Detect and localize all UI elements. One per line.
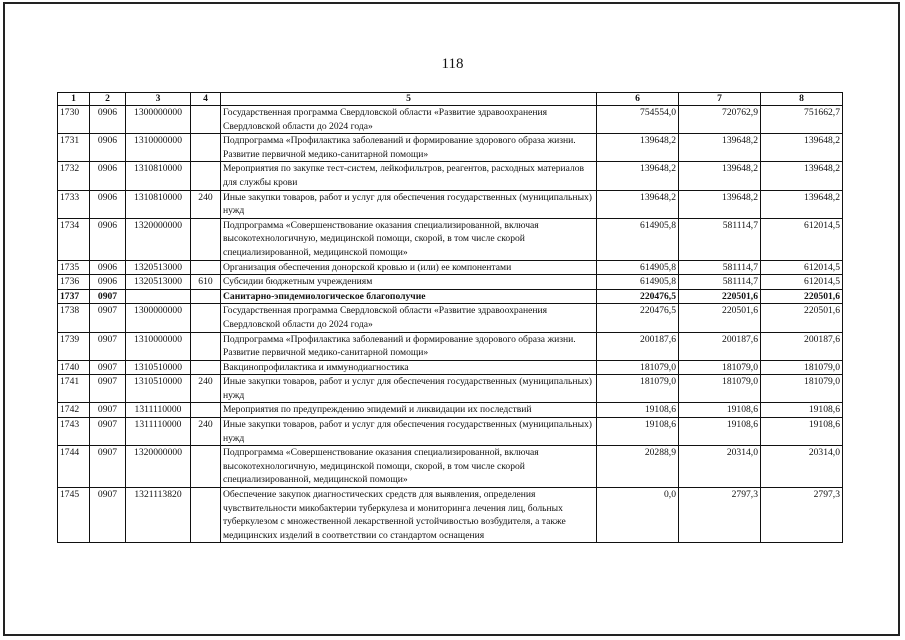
target-code-cell: 1310510000 — [126, 375, 191, 403]
amount-year2-cell: 181079,0 — [679, 360, 761, 375]
section-code-cell: 0907 — [90, 289, 126, 304]
item-name-cell: Мероприятия по предупреждению эпидемий и ликвидации их последствий — [221, 403, 597, 418]
expense-type-cell — [191, 162, 221, 190]
amount-year3-cell: 139648,2 — [761, 162, 843, 190]
amount-year3-cell: 220501,6 — [761, 289, 843, 304]
amount-year3-cell: 20314,0 — [761, 446, 843, 488]
section-code-cell: 0907 — [90, 488, 126, 543]
header-cell: 8 — [761, 93, 843, 106]
expense-type-cell — [191, 403, 221, 418]
amount-year2-cell: 19108,6 — [679, 418, 761, 446]
amount-year1-cell: 19108,6 — [597, 418, 679, 446]
row-number-cell: 1733 — [58, 190, 90, 218]
item-name-cell: Вакцинопрофилактика и иммунодиагностика — [221, 360, 597, 375]
section-code-cell: 0906 — [90, 162, 126, 190]
section-code-cell: 0906 — [90, 106, 126, 134]
amount-year1-cell: 139648,2 — [597, 190, 679, 218]
amount-year3-cell: 612014,5 — [761, 260, 843, 275]
amount-year1-cell: 181079,0 — [597, 360, 679, 375]
row-number-cell: 1737 — [58, 289, 90, 304]
expense-type-cell — [191, 488, 221, 543]
target-code-cell: 1320000000 — [126, 446, 191, 488]
page-number: 118 — [441, 56, 464, 72]
item-name-cell: Подпрограмма «Совершенствование оказания специализированной, включая высокотехнологичную, медицинской помощи, скорой, в том числе скорой специализированной, медицинской помощи» — [221, 218, 597, 260]
amount-year3-cell: 751662,7 — [761, 106, 843, 134]
section-code-cell: 0907 — [90, 304, 126, 332]
expense-type-cell: 240 — [191, 190, 221, 218]
amount-year2-cell: 720762,9 — [679, 106, 761, 134]
expense-type-cell: 240 — [191, 375, 221, 403]
table-row — [58, 275, 843, 290]
amount-year3-cell: 612014,5 — [761, 275, 843, 290]
table-row — [58, 218, 843, 260]
section-code-cell: 0907 — [90, 332, 126, 360]
header-cell: 7 — [679, 93, 761, 106]
amount-year2-cell: 181079,0 — [679, 375, 761, 403]
amount-year2-cell: 19108,6 — [679, 403, 761, 418]
expense-type-cell — [191, 134, 221, 162]
amount-year2-cell: 220501,6 — [679, 289, 761, 304]
amount-year1-cell: 220476,5 — [597, 304, 679, 332]
amount-year3-cell: 2797,3 — [761, 488, 843, 543]
section-code-cell: 0906 — [90, 218, 126, 260]
expense-type-cell — [191, 304, 221, 332]
amount-year3-cell: 139648,2 — [761, 134, 843, 162]
row-number-cell: 1741 — [58, 375, 90, 403]
expense-type-cell — [191, 106, 221, 134]
item-name-cell: Иные закупки товаров, работ и услуг для обеспечения государственных (муниципальных) нужд — [221, 190, 597, 218]
header-cell: 4 — [191, 93, 221, 106]
amount-year2-cell: 20314,0 — [679, 446, 761, 488]
table-row — [58, 360, 843, 375]
amount-year3-cell: 19108,6 — [761, 418, 843, 446]
target-code-cell: 1321113820 — [126, 488, 191, 543]
row-number-cell: 1740 — [58, 360, 90, 375]
header-cell: 3 — [126, 93, 191, 106]
header-cell: 5 — [221, 93, 597, 106]
section-code-cell: 0906 — [90, 260, 126, 275]
row-number-cell: 1745 — [58, 488, 90, 543]
header-cell: 6 — [597, 93, 679, 106]
section-code-cell: 0906 — [90, 134, 126, 162]
item-name-cell: Подпрограмма «Профилактика заболеваний и формирование здорового образа жизни. Развитие первичной медико-санитарной помощи» — [221, 332, 597, 360]
item-name-cell: Иные закупки товаров, работ и услуг для обеспечения государственных (муниципальных) нужд — [221, 418, 597, 446]
item-name-cell: Санитарно-эпидемиологическое благополучие — [221, 289, 597, 304]
item-name-cell: Организация обеспечения донорской кровью и (или) ее компонентами — [221, 260, 597, 275]
section-code-cell: 0906 — [90, 190, 126, 218]
header-cell: 1 — [58, 93, 90, 106]
amount-year1-cell: 754554,0 — [597, 106, 679, 134]
amount-year2-cell: 139648,2 — [679, 134, 761, 162]
target-code-cell — [126, 289, 191, 304]
amount-year3-cell: 612014,5 — [761, 218, 843, 260]
table-row — [58, 403, 843, 418]
table-row — [58, 162, 843, 190]
section-code-cell: 0907 — [90, 360, 126, 375]
amount-year3-cell: 139648,2 — [761, 190, 843, 218]
table-body — [58, 106, 843, 543]
table-row — [58, 304, 843, 332]
target-code-cell: 1310810000 — [126, 162, 191, 190]
table-row — [58, 260, 843, 275]
amount-year2-cell: 581114,7 — [679, 275, 761, 290]
item-name-cell: Подпрограмма «Профилактика заболеваний и формирование здорового образа жизни. Развитие первичной медико-санитарной помощи» — [221, 134, 597, 162]
target-code-cell: 1300000000 — [126, 106, 191, 134]
amount-year1-cell: 614905,8 — [597, 275, 679, 290]
target-code-cell: 1320000000 — [126, 218, 191, 260]
header-row — [58, 93, 843, 106]
item-name-cell: Мероприятия по закупке тест-систем, лейкофильтров, реагентов, расходных материалов для службы крови — [221, 162, 597, 190]
row-number-cell: 1734 — [58, 218, 90, 260]
table-row — [58, 190, 843, 218]
target-code-cell: 1311110000 — [126, 403, 191, 418]
row-number-cell: 1739 — [58, 332, 90, 360]
amount-year2-cell: 581114,7 — [679, 218, 761, 260]
table-row — [58, 375, 843, 403]
item-name-cell: Иные закупки товаров, работ и услуг для обеспечения государственных (муниципальных) нужд — [221, 375, 597, 403]
amount-year1-cell: 200187,6 — [597, 332, 679, 360]
expense-type-cell — [191, 332, 221, 360]
amount-year1-cell: 0,0 — [597, 488, 679, 543]
amount-year2-cell: 200187,6 — [679, 332, 761, 360]
budget-table — [57, 92, 843, 543]
item-name-cell: Государственная программа Свердловской области «Развитие здравоохранения Свердловской области до 2024 года» — [221, 106, 597, 134]
item-name-cell: Субсидии бюджетным учреждениям — [221, 275, 597, 290]
amount-year1-cell: 614905,8 — [597, 260, 679, 275]
amount-year3-cell: 220501,6 — [761, 304, 843, 332]
header-cell: 2 — [90, 93, 126, 106]
amount-year1-cell: 19108,6 — [597, 403, 679, 418]
target-code-cell: 1310000000 — [126, 332, 191, 360]
target-code-cell: 1310810000 — [126, 190, 191, 218]
amount-year2-cell: 139648,2 — [679, 162, 761, 190]
row-number-cell: 1738 — [58, 304, 90, 332]
amount-year1-cell: 220476,5 — [597, 289, 679, 304]
expense-type-cell — [191, 446, 221, 488]
amount-year1-cell: 614905,8 — [597, 218, 679, 260]
target-code-cell: 1300000000 — [126, 304, 191, 332]
amount-year1-cell: 181079,0 — [597, 375, 679, 403]
amount-year3-cell: 200187,6 — [761, 332, 843, 360]
table-row — [58, 106, 843, 134]
amount-year2-cell: 581114,7 — [679, 260, 761, 275]
table-row — [58, 446, 843, 488]
row-number-cell: 1731 — [58, 134, 90, 162]
row-number-cell: 1730 — [58, 106, 90, 134]
amount-year1-cell: 20288,9 — [597, 446, 679, 488]
section-code-cell: 0907 — [90, 446, 126, 488]
row-number-cell: 1742 — [58, 403, 90, 418]
table-row — [58, 488, 843, 543]
section-code-cell: 0907 — [90, 403, 126, 418]
row-number-cell: 1735 — [58, 260, 90, 275]
target-code-cell: 1310000000 — [126, 134, 191, 162]
table-row — [58, 332, 843, 360]
section-code-cell: 0906 — [90, 275, 126, 290]
expense-type-cell — [191, 360, 221, 375]
amount-year3-cell: 19108,6 — [761, 403, 843, 418]
amount-year1-cell: 139648,2 — [597, 134, 679, 162]
amount-year2-cell: 139648,2 — [679, 190, 761, 218]
row-number-cell: 1743 — [58, 418, 90, 446]
row-number-cell: 1744 — [58, 446, 90, 488]
expense-type-cell — [191, 289, 221, 304]
target-code-cell: 1311110000 — [126, 418, 191, 446]
amount-year1-cell: 139648,2 — [597, 162, 679, 190]
amount-year3-cell: 181079,0 — [761, 360, 843, 375]
row-number-cell: 1732 — [58, 162, 90, 190]
table-row — [58, 418, 843, 446]
expense-type-cell: 610 — [191, 275, 221, 290]
table-row — [58, 289, 843, 304]
expense-type-cell — [191, 218, 221, 260]
section-code-cell: 0907 — [90, 418, 126, 446]
row-number-cell: 1736 — [58, 275, 90, 290]
amount-year2-cell: 220501,6 — [679, 304, 761, 332]
target-code-cell: 1310510000 — [126, 360, 191, 375]
item-name-cell: Государственная программа Свердловской области «Развитие здравоохранения Свердловской области до 2024 года» — [221, 304, 597, 332]
expense-type-cell — [191, 260, 221, 275]
target-code-cell: 1320513000 — [126, 260, 191, 275]
expense-type-cell: 240 — [191, 418, 221, 446]
item-name-cell: Обеспечение закупок диагностических средств для выявления, определения чувствительности микобактерии туберкулеза и мониторинга лечения лиц, больных туберкулезом с множественной лекарственной устойчивостью возбудителя, а также медицинских изделий в соответствии со стандартом оснащения — [221, 488, 597, 543]
table-row — [58, 134, 843, 162]
section-code-cell: 0907 — [90, 375, 126, 403]
amount-year3-cell: 181079,0 — [761, 375, 843, 403]
target-code-cell: 1320513000 — [126, 275, 191, 290]
amount-year2-cell: 2797,3 — [679, 488, 761, 543]
item-name-cell: Подпрограмма «Совершенствование оказания специализированной, включая высокотехнологичную, медицинской помощи, скорой, в том числе скорой специализированной, медицинской помощи» — [221, 446, 597, 488]
